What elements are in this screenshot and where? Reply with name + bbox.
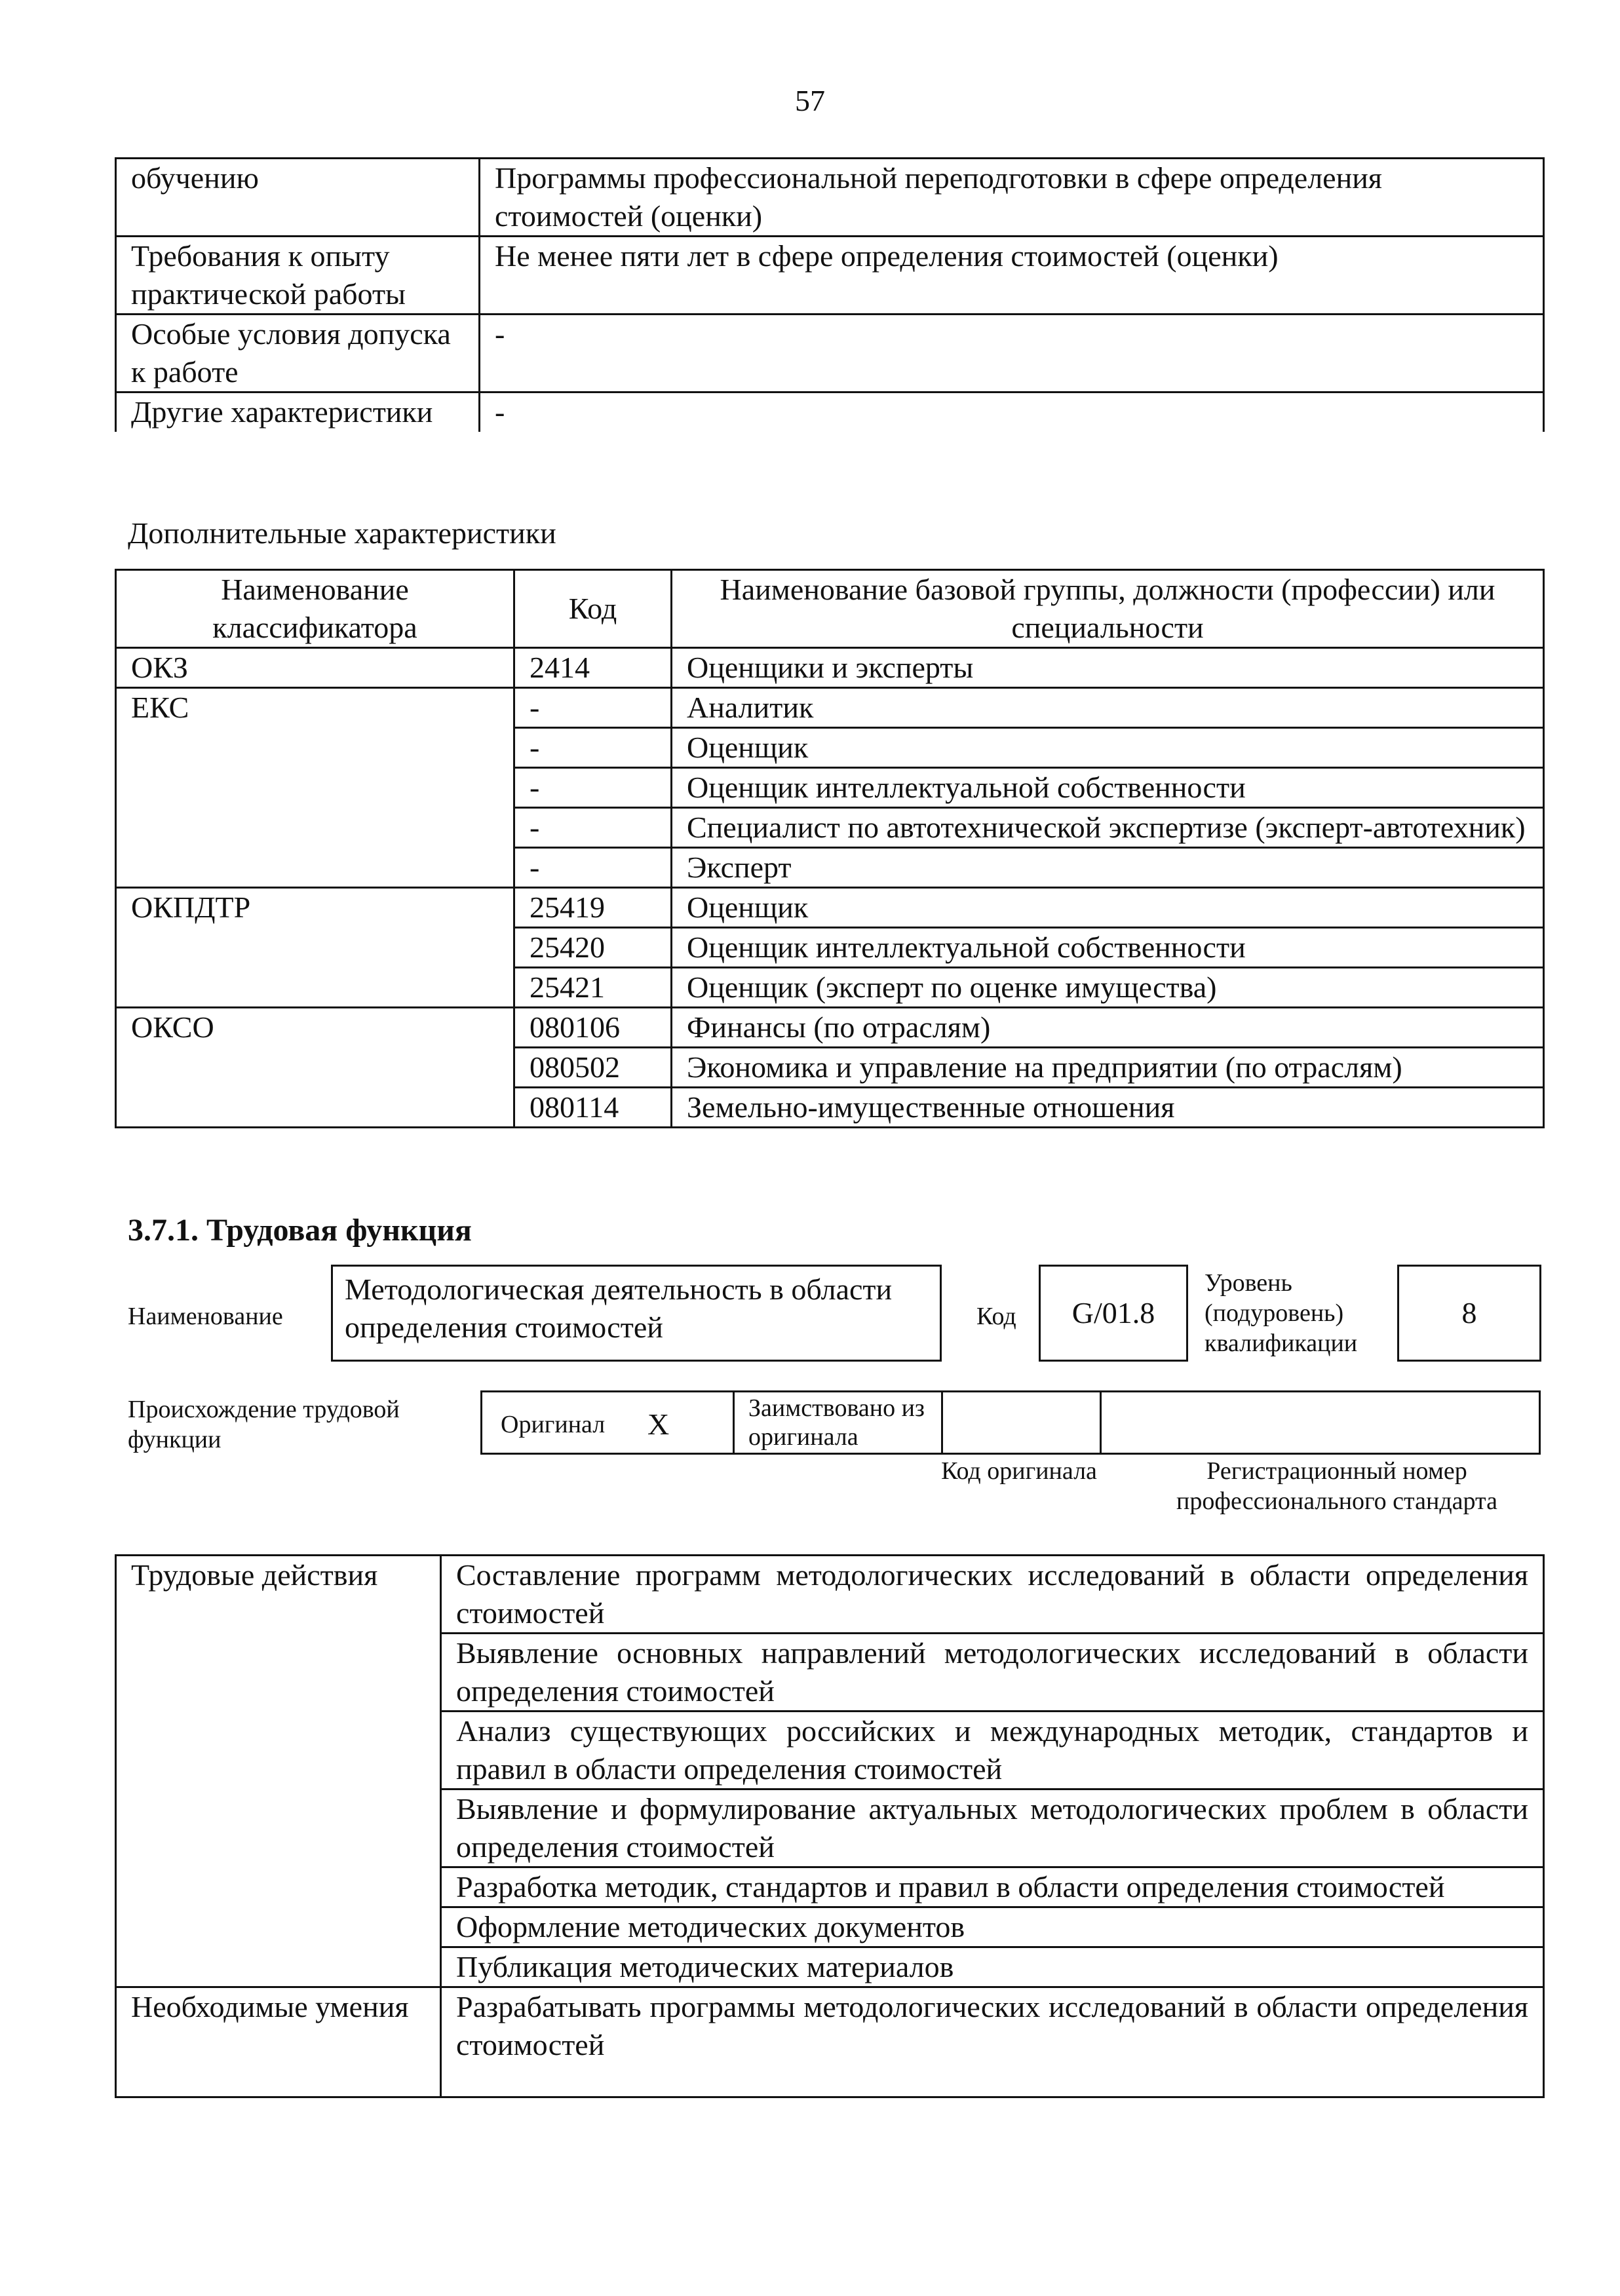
requirement-label: обучению <box>116 159 480 237</box>
classifier-profession: Оценщик интеллектуальной собственности <box>672 768 1544 808</box>
actions-table <box>115 1554 1545 2098</box>
level-value: 8 <box>1461 1296 1477 1330</box>
classifier-profession: Эксперт <box>672 848 1544 888</box>
additional-title: Дополнительные характеристики <box>128 516 556 550</box>
classifier-code: - <box>514 728 672 768</box>
requirement-label: Особые условия допуска к работе <box>116 315 480 392</box>
requirements-row <box>116 315 1544 392</box>
code-original-caption: Код оригинала <box>941 1457 1097 1485</box>
actions-row <box>116 1987 1544 2097</box>
name-header: Наименование базовой группы, должности (профессии) или специальности <box>672 570 1544 648</box>
code-label: Код <box>976 1303 1016 1330</box>
origin-label: Происхождение трудовой функции <box>128 1396 400 1453</box>
classifier-name: ЕКС <box>116 688 514 888</box>
requirements-table <box>115 157 1545 432</box>
labor-action: Анализ существующих российских и международных методик, стандартов и правил в области определения стоимостей <box>441 1712 1544 1789</box>
requirement-value: - <box>480 315 1544 392</box>
borrowed-label: Заимствовано из оригинала <box>748 1394 925 1451</box>
function-name: Методологическая деятельность в области определения стоимостей <box>345 1272 893 1344</box>
function-heading: 3.7.1. Трудовая функция <box>128 1213 472 1248</box>
classifier-code: 25420 <box>514 928 672 968</box>
requirements-row <box>116 392 1544 432</box>
classifier-profession: Оценщики и эксперты <box>672 648 1544 688</box>
classifier-name: ОКЗ <box>116 648 514 688</box>
classifier-header: Наименование классификатора <box>116 570 514 648</box>
requirement-label: Другие характеристики <box>116 392 480 432</box>
classifier-profession: Земельно-имущественные отношения <box>672 1088 1544 1128</box>
classifier-code: 2414 <box>514 648 672 688</box>
actions-row <box>116 1556 1544 1634</box>
requirements-row <box>116 237 1544 315</box>
name-label: Наименование <box>128 1303 283 1330</box>
section-label: Необходимые умения <box>116 1987 441 2097</box>
classifier-code: 080106 <box>514 1008 672 1048</box>
origin-box <box>480 1390 1541 1455</box>
classifier-name: ОКПДТР <box>116 888 514 1008</box>
labor-action: Выявление и формулирование актуальных методологических проблем в области определения стоимостей <box>441 1789 1544 1867</box>
classifier-profession: Экономика и управление на предприятии (по отраслям) <box>672 1048 1544 1088</box>
classifier-row <box>116 688 1544 728</box>
classifier-profession: Оценщик интеллектуальной собственности <box>672 928 1544 968</box>
section-label: Трудовые действия <box>116 1556 441 1987</box>
classifier-code: 080502 <box>514 1048 672 1088</box>
function-name-box <box>331 1265 942 1362</box>
labor-action: Публикация методических материалов <box>441 1947 1544 1987</box>
requirements-row <box>116 159 1544 237</box>
classifier-code: - <box>514 768 672 808</box>
classifier-row <box>116 888 1544 928</box>
code-header: Код <box>514 570 672 648</box>
classifier-profession: Аналитик <box>672 688 1544 728</box>
classifier-code: - <box>514 808 672 848</box>
level-box <box>1397 1265 1541 1362</box>
requirement-label: Требования к опыту практической работы <box>116 237 480 315</box>
function-code: G/01.8 <box>1071 1296 1155 1330</box>
classifier-profession: Оценщик (эксперт по оценке имущества) <box>672 968 1544 1008</box>
level-label: Уровень (подуровень) квалификации <box>1205 1269 1358 1357</box>
classifier-profession: Оценщик <box>672 888 1544 928</box>
required-skill: Разрабатывать программы методологических исследований в области определения стоимостей <box>441 1987 1544 2097</box>
classifier-name: ОКСО <box>116 1008 514 1128</box>
classifier-profession: Специалист по автотехнической экспертизе (эксперт-автотехник) <box>672 808 1544 848</box>
function-code-box <box>1039 1265 1188 1362</box>
classifier-profession: Оценщик <box>672 728 1544 768</box>
requirement-value: - <box>480 392 1544 432</box>
requirement-value: Не менее пяти лет в сфере определения стоимостей (оценки) <box>480 237 1544 315</box>
classifier-code: - <box>514 848 672 888</box>
requirement-value: Программы профессиональной переподготовки в сфере определения стоимостей (оценки) <box>480 159 1544 237</box>
page-number: 57 <box>795 84 825 117</box>
classifier-code: 25419 <box>514 888 672 928</box>
classifier-row <box>116 1008 1544 1048</box>
classifier-code: 080114 <box>514 1088 672 1128</box>
labor-action: Разработка методик, стандартов и правил в области определения стоимостей <box>441 1867 1544 1907</box>
labor-action: Выявление основных направлений методологических исследований в области определения стоимостей <box>441 1634 1544 1712</box>
classifier-code: 25421 <box>514 968 672 1008</box>
reg-number-caption: Регистрационный номер профессионального стандарта <box>1176 1457 1497 1515</box>
classifier-profession: Финансы (по отраслям) <box>672 1008 1544 1048</box>
classifier-code: - <box>514 688 672 728</box>
labor-action: Составление программ методологических исследований в области определения стоимостей <box>441 1556 1544 1634</box>
classifier-row <box>116 648 1544 688</box>
divider <box>1100 1392 1102 1453</box>
classifier-table <box>115 569 1545 1128</box>
original-mark: X <box>647 1407 670 1441</box>
labor-action: Оформление методических документов <box>441 1907 1544 1947</box>
divider <box>941 1392 943 1453</box>
divider <box>733 1392 735 1453</box>
original-label: Оригинал <box>501 1411 606 1438</box>
